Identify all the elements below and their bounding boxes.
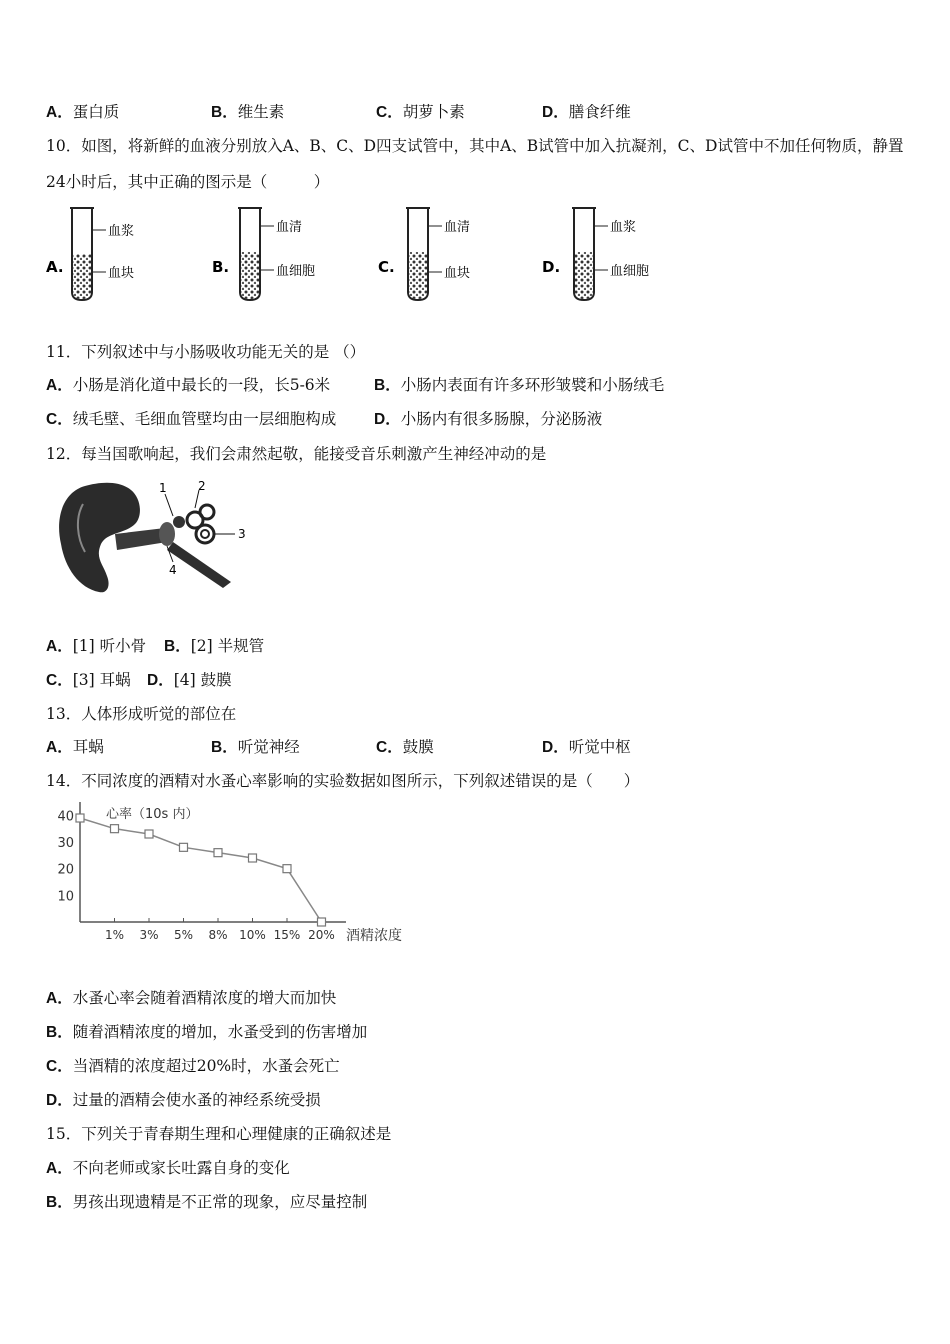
q15-stem: 15．下列关于青春期生理和心理健康的正确叙述是 [46, 1125, 392, 1143]
tube-a-bottom-label: 血块 [108, 266, 135, 281]
x-tick-label: 3% [139, 928, 159, 942]
heart-rate-line-chart [46, 798, 426, 948]
q13-option-a[interactable]: A．耳蜗 [46, 738, 104, 756]
tube-d-label: D. [542, 258, 561, 276]
x-tick-label: 10% [239, 928, 266, 942]
data-point-0 [76, 814, 84, 822]
tube-d[interactable] [542, 208, 649, 300]
q14-option-d[interactable]: D．过量的酒精会使水蚤的神经系统受损 [46, 1091, 321, 1109]
x-tick-label: 8% [208, 928, 228, 942]
q9-option-b[interactable]: B．维生素 [211, 103, 285, 121]
data-point-10% [249, 854, 257, 862]
tube-c-top-label: 血清 [444, 220, 471, 235]
q13-option-b[interactable]: B．听觉神经 [211, 738, 300, 756]
q13-option-c[interactable]: C．鼓膜 [376, 738, 434, 756]
data-point-3% [145, 830, 153, 838]
tube-c-bottom-label: 血块 [444, 266, 471, 281]
tube-c[interactable] [378, 208, 470, 300]
x-axis-label: 酒精浓度 [346, 928, 402, 944]
tube-d-top-label: 血浆 [610, 220, 637, 235]
tube-b-top-label: 血清 [276, 220, 303, 235]
tube-c-bottom-layer [409, 252, 427, 299]
tube-a-bottom-layer [73, 254, 91, 299]
q10-stem: 10．如图，将新鲜的血液分别放入A、B、C、D四支试管中，其中A、B试管中加入抗凝剂，C、D试管中不加任何物质，静置24小时后，其中正确的图示是（ ） [46, 137, 904, 191]
ear-label-2: 2 [198, 479, 206, 493]
q15-option-b[interactable]: B．男孩出现遗精是不正常的现象，应尽量控制 [46, 1193, 368, 1211]
y-tick-label: 40 [57, 809, 74, 825]
data-point-20% [318, 918, 326, 926]
tube-b-bottom-layer [241, 252, 259, 299]
q15-option-a[interactable]: A．不向老师或家长吐露自身的变化 [46, 1159, 290, 1177]
x-tick-label: 1% [104, 928, 125, 942]
y-tick-label: 10 [57, 889, 74, 905]
q11-option-d[interactable]: D．小肠内有很多肠腺，分泌肠液 [374, 410, 603, 428]
q12-option-d[interactable]: D．[4] 鼓膜 [147, 671, 232, 689]
tube-c-label: C. [378, 258, 395, 276]
x-tick-label: 5% [173, 928, 194, 942]
q14-option-a[interactable]: A．水蚤心率会随着酒精浓度的增大而加快 [46, 989, 337, 1007]
q9-option-a[interactable]: A．蛋白质 [46, 103, 120, 121]
q12-option-b[interactable]: B．[2] 半规管 [164, 637, 265, 655]
data-point-1% [111, 825, 119, 833]
data-point-5% [180, 843, 188, 851]
q9-option-d[interactable]: D．膳食纤维 [542, 103, 631, 121]
tube-b-bottom-label: 血细胞 [276, 264, 316, 279]
q11-option-a[interactable]: A．小肠是消化道中最长的一段，长5-6米 [46, 376, 331, 394]
q13-stem: 13．人体形成听觉的部位在 [46, 705, 237, 723]
tube-a-label: A. [46, 258, 64, 276]
q12-option-a[interactable]: A．[1] 听小骨 [46, 637, 147, 655]
tube-d-bottom-label: 血细胞 [610, 264, 650, 279]
y-tick-label: 20 [57, 862, 74, 878]
q10-test-tubes-figure [40, 200, 760, 310]
tube-b[interactable] [212, 208, 315, 300]
ear-anatomy-figure [55, 478, 265, 596]
x-tick-label: 15% [273, 928, 301, 942]
ear-label-3: 3 [238, 527, 246, 541]
y-tick-label: 30 [57, 836, 74, 851]
q11-option-c[interactable]: C．绒毛壁、毛细血管壁均由一层细胞构成 [46, 410, 337, 428]
y-axis-label: 心率（10s 内） [106, 807, 199, 822]
tube-b-label: B. [212, 258, 230, 276]
q9-option-c[interactable]: C．胡萝卜素 [376, 103, 465, 121]
tube-d-bottom-layer [575, 252, 593, 299]
q14-stem: 14．不同浓度的酒精对水蚤心率影响的实验数据如图所示，下列叙述错误的是（ ） [46, 772, 640, 790]
q12-option-c[interactable]: C．[3] 耳蜗 [46, 671, 131, 689]
q11-stem: 11．下列叙述中与小肠吸收功能无关的是 （） [46, 343, 366, 361]
q13-option-d[interactable]: D．听觉中枢 [542, 738, 631, 756]
ear-label-1: 1 [159, 481, 167, 495]
tube-a-top-label: 血浆 [108, 224, 135, 239]
data-point-15% [283, 865, 291, 873]
x-tick-label: 20% [308, 928, 335, 942]
ear-canal [115, 528, 167, 550]
ear-label-4: 4 [169, 563, 177, 577]
q14-option-b[interactable]: B．随着酒精浓度的增加，水蚤受到的伤害增加 [46, 1023, 368, 1041]
data-point-8% [214, 849, 222, 857]
q14-option-c[interactable]: C．当酒精的浓度超过20%时，水蚤会死亡 [46, 1057, 340, 1075]
q12-stem: 12．每当国歌响起，我们会肃然起敬，能接受音乐刺激产生神经冲动的是 [46, 445, 547, 463]
tube-a[interactable] [46, 208, 134, 300]
q11-option-b[interactable]: B．小肠内表面有许多环形皱襞和小肠绒毛 [374, 376, 665, 394]
